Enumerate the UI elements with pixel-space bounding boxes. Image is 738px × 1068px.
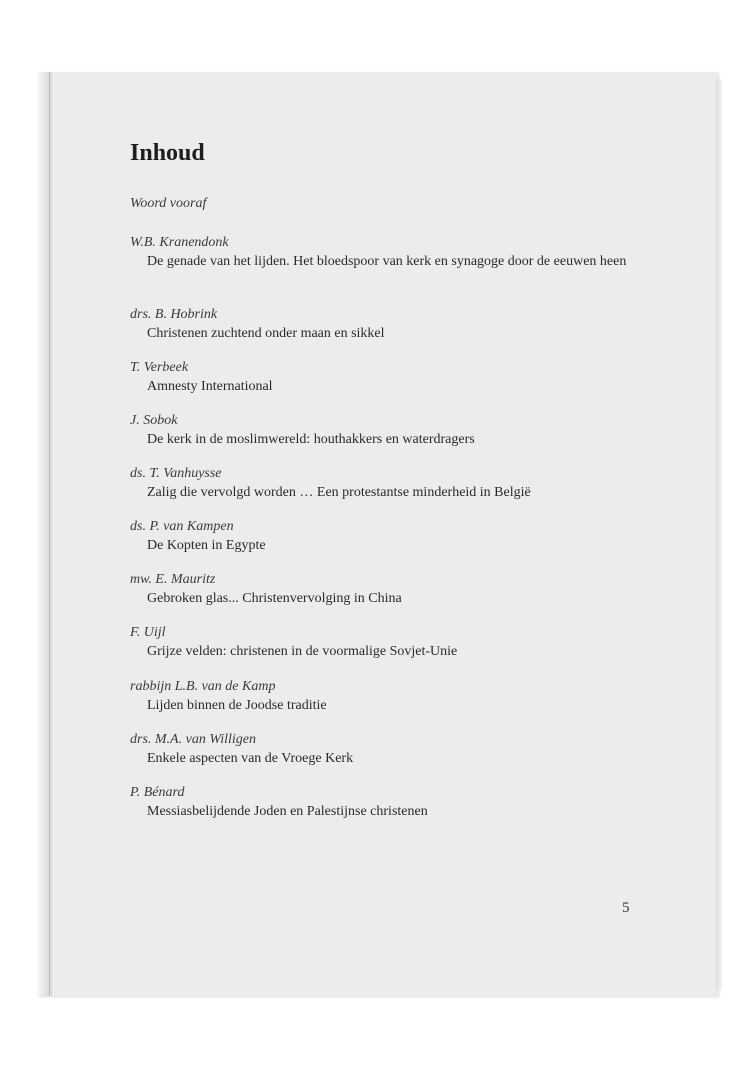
toc-entry-author: P. Bénard <box>130 785 185 800</box>
toc-entry-title: De genade van het lijden. Het bloedspoor van kerk en synagoge door de eeuwen heen <box>147 254 627 269</box>
toc-entry-author: T. Verbeek <box>130 360 189 375</box>
toc-entry-author: rabbijn L.B. van de Kamp <box>130 679 276 694</box>
toc-entry-author: mw. E. Mauritz <box>130 572 216 587</box>
toc-entry-title: Enkele aspecten van de Vroege Kerk <box>147 751 354 766</box>
toc-entry <box>130 305 650 343</box>
toc-entry-author: J. Sobok <box>130 413 178 428</box>
toc-entry <box>130 783 650 821</box>
toc-entry-title: Gebroken glas... Christenvervolging in China <box>147 591 402 606</box>
toc-entry-author: F. Uijl <box>130 625 166 640</box>
toc-entry <box>130 677 650 715</box>
toc-entry-author: drs. B. Hobrink <box>130 307 218 322</box>
toc-entry <box>130 623 650 661</box>
toc-entry <box>130 358 650 396</box>
toc-entry-title: Messiasbelijdende Joden en Palestijnse christenen <box>147 804 428 819</box>
toc-entry-author: drs. M.A. van Willigen <box>130 732 256 747</box>
toc-entry-title: Grijze velden: christenen in de voormalige Sovjet-Unie <box>147 644 458 659</box>
toc-entry-title: Zalig die vervolgd worden … Een protestantse minderheid in België <box>147 485 531 500</box>
toc-entry-foreword <box>130 194 650 213</box>
toc-entry-title: De kerk in de moslimwereld: houthakkers en waterdragers <box>147 432 475 447</box>
toc-entry-title: De Kopten in Egypte <box>147 538 266 553</box>
toc-entry <box>130 570 650 608</box>
toc-entry-title: Lijden binnen de Joodse traditie <box>147 698 327 713</box>
toc-entry <box>130 233 650 271</box>
toc-entry-author: ds. T. Vanhuysse <box>130 466 222 481</box>
spine-fold-line <box>49 72 50 996</box>
toc-entry <box>130 730 650 768</box>
toc-entry-title: Amnesty International <box>147 379 273 394</box>
toc-entry-author: ds. P. van Kampen <box>130 519 234 534</box>
toc-entry-author: W.B. Kranendonk <box>130 235 229 250</box>
toc-entry-title: Christenen zuchtend onder maan en sikkel <box>147 326 385 341</box>
page-edge <box>716 80 722 990</box>
toc-entry <box>130 464 650 502</box>
toc-entry <box>130 411 650 449</box>
page-title: Inhoud <box>130 140 205 166</box>
toc-entry-author: Woord vooraf <box>130 196 207 211</box>
toc-entry <box>130 517 650 555</box>
page-number: 5 <box>622 900 630 916</box>
